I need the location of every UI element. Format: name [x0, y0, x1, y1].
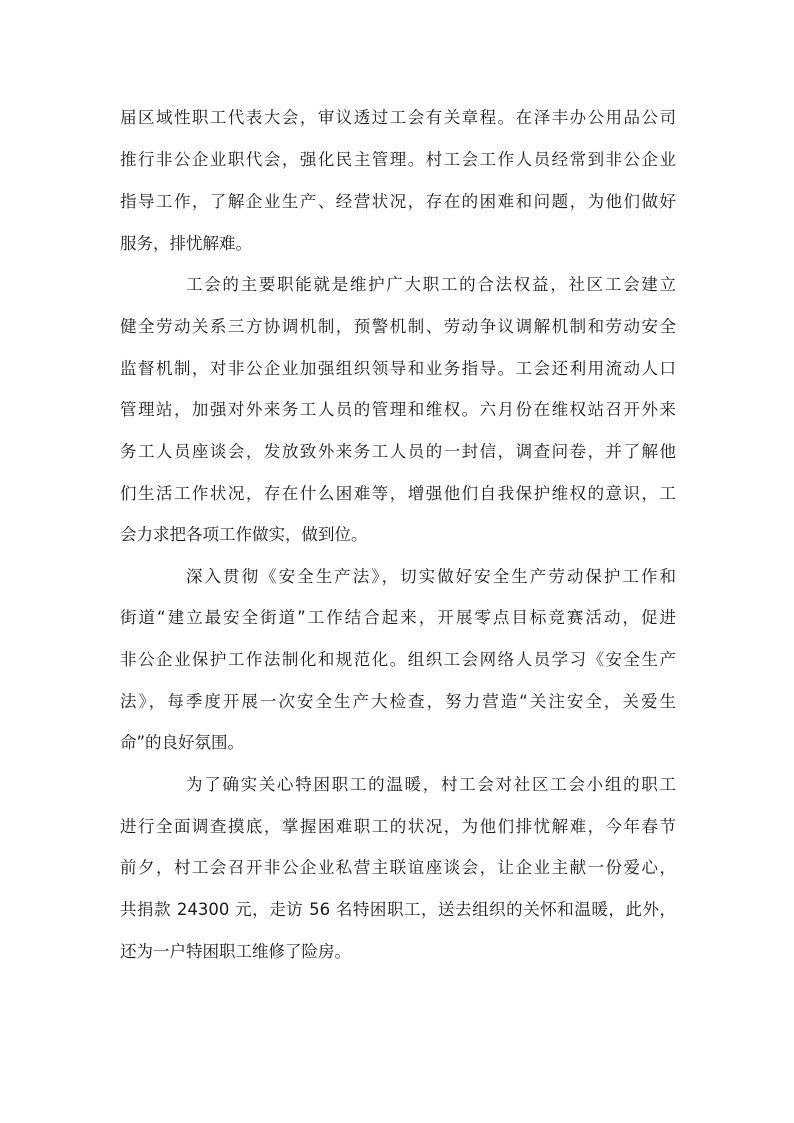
paragraph-4-line-4: 共捐款 24300 元，走访 56 名特困职工，送去组织的关怀和温暖，此外，: [120, 900, 676, 919]
paragraph-4-line-3: 前夕，村工会召开非公企业私营主联谊座谈会，让企业主献一份爱心，: [120, 858, 676, 877]
paragraph-1-line-3: 指导工作，了解企业生产、经营状况，存在的困难和问题，为他们做好: [120, 192, 676, 211]
paragraph-1-line-1: 届区域性职工代表大会，审议透过工会有关章程。在泽丰办公用品公司: [120, 108, 676, 127]
paragraph-3-line-3: 非公企业保护工作法制化和规范化。组织工会网络人员学习《安全生产: [120, 650, 676, 669]
paragraph-2-line-3: 监督机制，对非公企业加强组织领导和业务指导。工会还利用流动人口: [120, 359, 676, 378]
paragraph-2-line-6: 们生活工作状况，存在什么困难等，增强他们自我保护维权的意识，工: [120, 484, 676, 503]
paragraph-2-line-2: 健全劳动关系三方协调机制，预警机制、劳动争议调解机制和劳动安全: [120, 317, 676, 336]
paragraph-3-line-4: 法》，每季度开展一次安全生产大检查，努力营造“关注安全，关爱生: [120, 692, 676, 711]
paragraph-2-line-7: 会力求把各项工作做实，做到位。: [120, 525, 368, 544]
paragraph-4-line-1: 为了确实关心特困职工的温暖，村工会对社区工会小组的职工: [186, 775, 676, 794]
paragraph-3-line-5: 命”的良好氛围。: [120, 733, 245, 752]
paragraph-4-line-2: 进行全面调查摸底，掌握困难职工的状况，为他们排忧解难，今年春节: [120, 817, 676, 836]
paragraph-2-line-4: 管理站，加强对外来务工人员的管理和维权。六月份在维权站召开外来: [120, 400, 676, 419]
paragraph-3-line-1: 深入贯彻《安全生产法》，切实做好安全生产劳动保护工作和: [186, 567, 676, 586]
paragraph-2-line-5: 务工人员座谈会，发放致外来务工人员的一封信，调查问卷，并了解他: [120, 442, 676, 461]
paragraph-4-line-5: 还为一户特困职工维修了险房。: [120, 942, 351, 961]
paragraph-1-line-4: 服务，排忧解难。: [120, 234, 252, 253]
paragraph-3-line-2: 街道“建立最安全街道”工作结合起来，开展零点目标竞赛活动，促进: [120, 608, 676, 627]
paragraph-1-line-2: 推行非公企业职代会，强化民主管理。村工会工作人员经常到非公企业: [120, 150, 676, 169]
paragraph-2-line-1: 工会的主要职能就是维护广大职工的合法权益，社区工会建立: [186, 275, 676, 294]
